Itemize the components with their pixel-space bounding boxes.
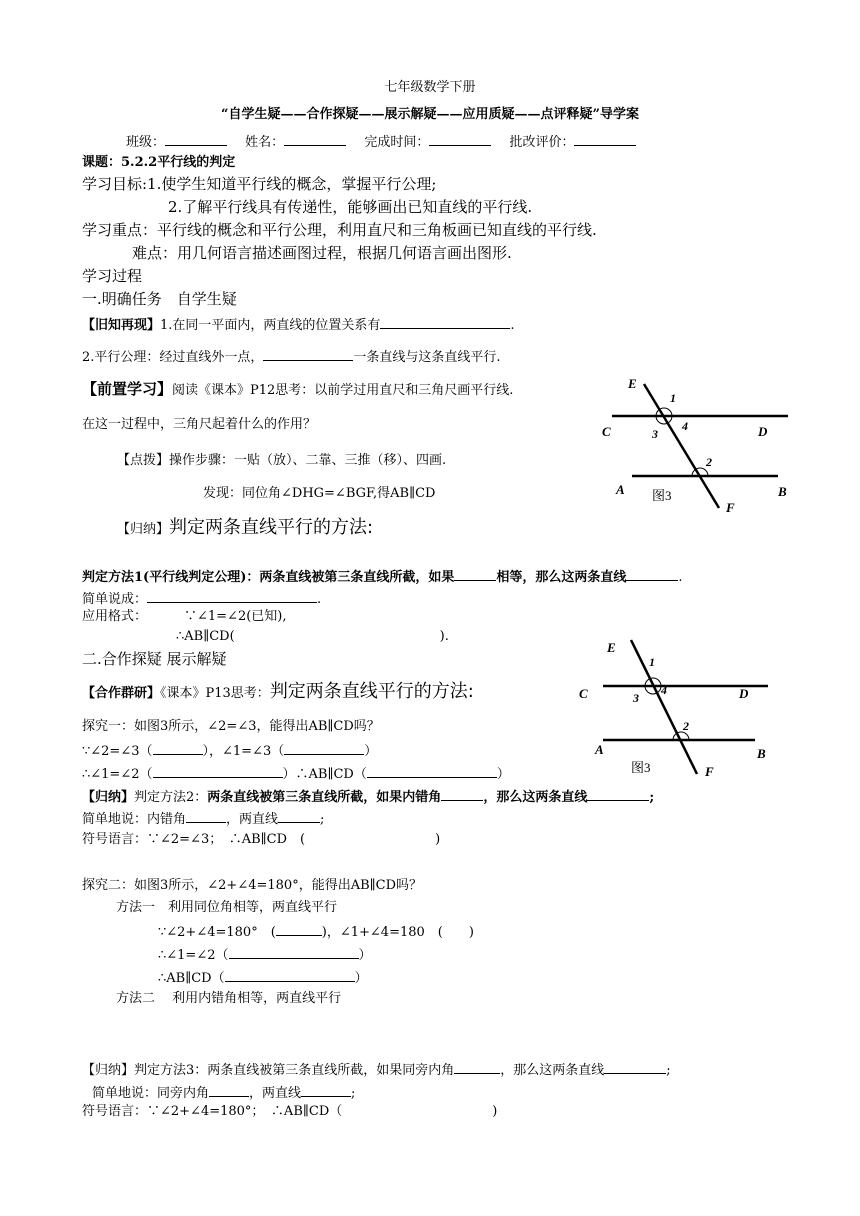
figure-caption: 图3 [631,760,651,775]
m3-blank-2[interactable] [604,1060,666,1074]
figure-3-top [596,372,806,517]
way1-line2: ∴∠1=∠2（ ） [158,945,372,964]
explore-1: 探究一：如图3所示，∠2=∠3，能得出AB∥CD吗？ [82,719,380,734]
method-3: 【归纳】判定方法3：两条直线被第三条直线所截，如果同旁内角 ，那么这两条直线 ; [82,1060,671,1079]
tip-tag: 【点拨】 [117,453,170,468]
label-e: E [607,640,616,655]
m3-simple-blank-2[interactable] [301,1083,351,1097]
w1-blank-1[interactable] [276,922,322,936]
summary-1: 【归纳】判定两条直线平行的方法: [117,517,374,538]
label-3: 3 [652,427,658,441]
name-blank[interactable] [284,132,346,146]
coop: 【合作群研】《课本》P13思考：判定两条直线平行的方法: [82,681,474,702]
label-f: F [705,764,714,779]
review-q1-blank[interactable] [380,315,510,329]
m2-blank-1[interactable] [441,787,483,801]
format-line-1: ∵∠1=∠2(已知), [184,609,287,624]
m2-blank-2[interactable] [587,787,649,801]
finding: 发现：同位角∠DHG=∠BGF,得AB∥CD [203,486,436,501]
goal-2: 2.了解平行线具有传递性，能够画出已知直线的平行线. [168,198,533,216]
label-c: C [579,686,588,701]
class-label: 班级： [126,135,166,150]
label-2: 2 [683,719,689,733]
m2-simple-blank-1[interactable] [186,809,226,823]
w1-blank-3[interactable] [229,945,359,959]
method3-simple: 简单地说：同旁内角 ，两直线 ; [92,1083,355,1102]
label-a: A [595,742,604,757]
label-3: 3 [633,691,639,705]
section2-title: 二.合作探疑 展示解疑 [82,650,227,668]
label-1: 1 [649,655,655,669]
label-1: 1 [670,391,676,405]
grade-title: 七年级数学下册 [384,80,476,95]
simple-1-blank[interactable] [147,589,317,603]
simple-1: 简单说成： . [82,589,321,608]
m2-tag: 【归纳】 [82,790,135,805]
way1-line1: ∵∠2+∠4=180° ( )，∠1+∠4=180 ( ) [158,922,474,941]
e1-blank-2[interactable] [284,741,364,755]
label-f: F [726,500,735,515]
review-q1: 【旧知再现】1.在同一平面内，两直线的位置关系有 . [82,315,515,334]
label-d: D [739,686,749,701]
method1-blank-1[interactable] [454,567,496,581]
pre-question: 在这一过程中，三角尺起着什么的作用？ [82,417,317,432]
format-line-2: ∴AB∥CD( ). [176,629,449,644]
label-a: A [616,482,625,497]
format-label: 应用格式： [82,609,148,624]
explore-2: 探究二：如图3所示，∠2+∠4=180°，能得出AB∥CD吗？ [82,878,423,893]
name-label: 姓名： [245,135,285,150]
label-e: E [628,376,637,391]
way-1: 方法一 利用同位角相等，两直线平行 [116,900,338,915]
label-b: B [778,484,787,499]
way-2: 方法二 利用内错角相等，两直线平行 [116,991,342,1006]
eval-blank[interactable] [574,132,636,146]
explore1-line2: ∴∠1=∠2（ ）∴AB∥CD（ ） [82,764,510,783]
topic: 课题：5.2.2平行线的判定 [82,155,236,170]
process-heading: 学习过程 [82,267,143,285]
coop-tag: 【合作群研】 [82,686,161,701]
line-ef [631,640,697,774]
label-4: 4 [682,419,688,433]
w1-blank-4[interactable] [225,968,355,982]
method3-symbol: 符号语言：∵∠2+∠4=180°； ∴AB∥CD（ ) [82,1104,498,1119]
m2-simple-blank-2[interactable] [278,809,320,823]
eval-label: 批改评价： [509,135,575,150]
section1-title: 一.明确任务 自学生疑 [82,290,237,308]
goal-1: 学习目标:1.使学生知道平行线的概念，掌握平行公理; [82,175,437,193]
review-q2: 2.平行公理：经过直线外一点， 一条直线与这条直线平行. [82,347,501,366]
summary-tag: 【归纳】 [117,522,170,537]
e1-blank-1[interactable] [153,741,203,755]
review-tag: 【旧知再现】 [82,318,161,333]
explore1-line1: ∵∠2=∠3（ ），∠1=∠3（ ） [82,741,377,760]
class-blank[interactable] [165,132,227,146]
way1-line3: ∴AB∥CD（ ） [158,968,368,987]
page-subtitle: “自学生疑——合作探疑——展示解疑——应用质疑——点评释疑”导学案 [221,107,639,122]
figure-caption: 图3 [652,488,672,503]
pre-study: 【前置学习】阅读《课本》P12思考：以前学过用直尺和三角尺画平行线. [82,380,514,398]
info-row [126,132,636,151]
method-2: 【归纳】判定方法2：两条直线被第三条直线所截，如果内错角 ，那么这两条直线 ; [82,787,654,806]
review-q2-blank[interactable] [263,347,353,361]
pre-tag: 【前置学习】 [82,380,173,398]
focus: 学习重点：平行线的概念和平行公理，利用直尺和三角板画已知直线的平行线. [82,221,597,239]
figure-3-bottom [573,636,783,781]
label-d: D [758,424,768,439]
difficulty: 难点：用几何语言描述画图过程，根据几何语言画出图形. [132,244,512,262]
m3-blank-1[interactable] [454,1060,500,1074]
time-label: 完成时间： [364,135,430,150]
time-blank[interactable] [429,132,491,146]
method2-symbol: 符号语言：∵∠2=∠3； ∴AB∥CD ( ) [82,832,441,847]
label-4: 4 [661,683,667,697]
tip: 【点拨】操作步骤：一贴（放）、二靠、三推（移）、四画. [117,453,447,468]
label-2: 2 [706,455,712,469]
m3-simple-blank-1[interactable] [209,1083,249,1097]
e1-blank-3[interactable] [153,764,283,778]
method2-simple: 简单地说：内错角 ，两直线 ; [82,809,324,828]
label-b: B [757,746,766,761]
e1-blank-4[interactable] [367,764,497,778]
method1-blank-2[interactable] [626,567,678,581]
method-1: 判定方法1(平行线判定公理)：两条直线被第三条直线所截，如果 相等，那么这两条直线 . [82,567,683,586]
label-c: C [602,424,611,439]
